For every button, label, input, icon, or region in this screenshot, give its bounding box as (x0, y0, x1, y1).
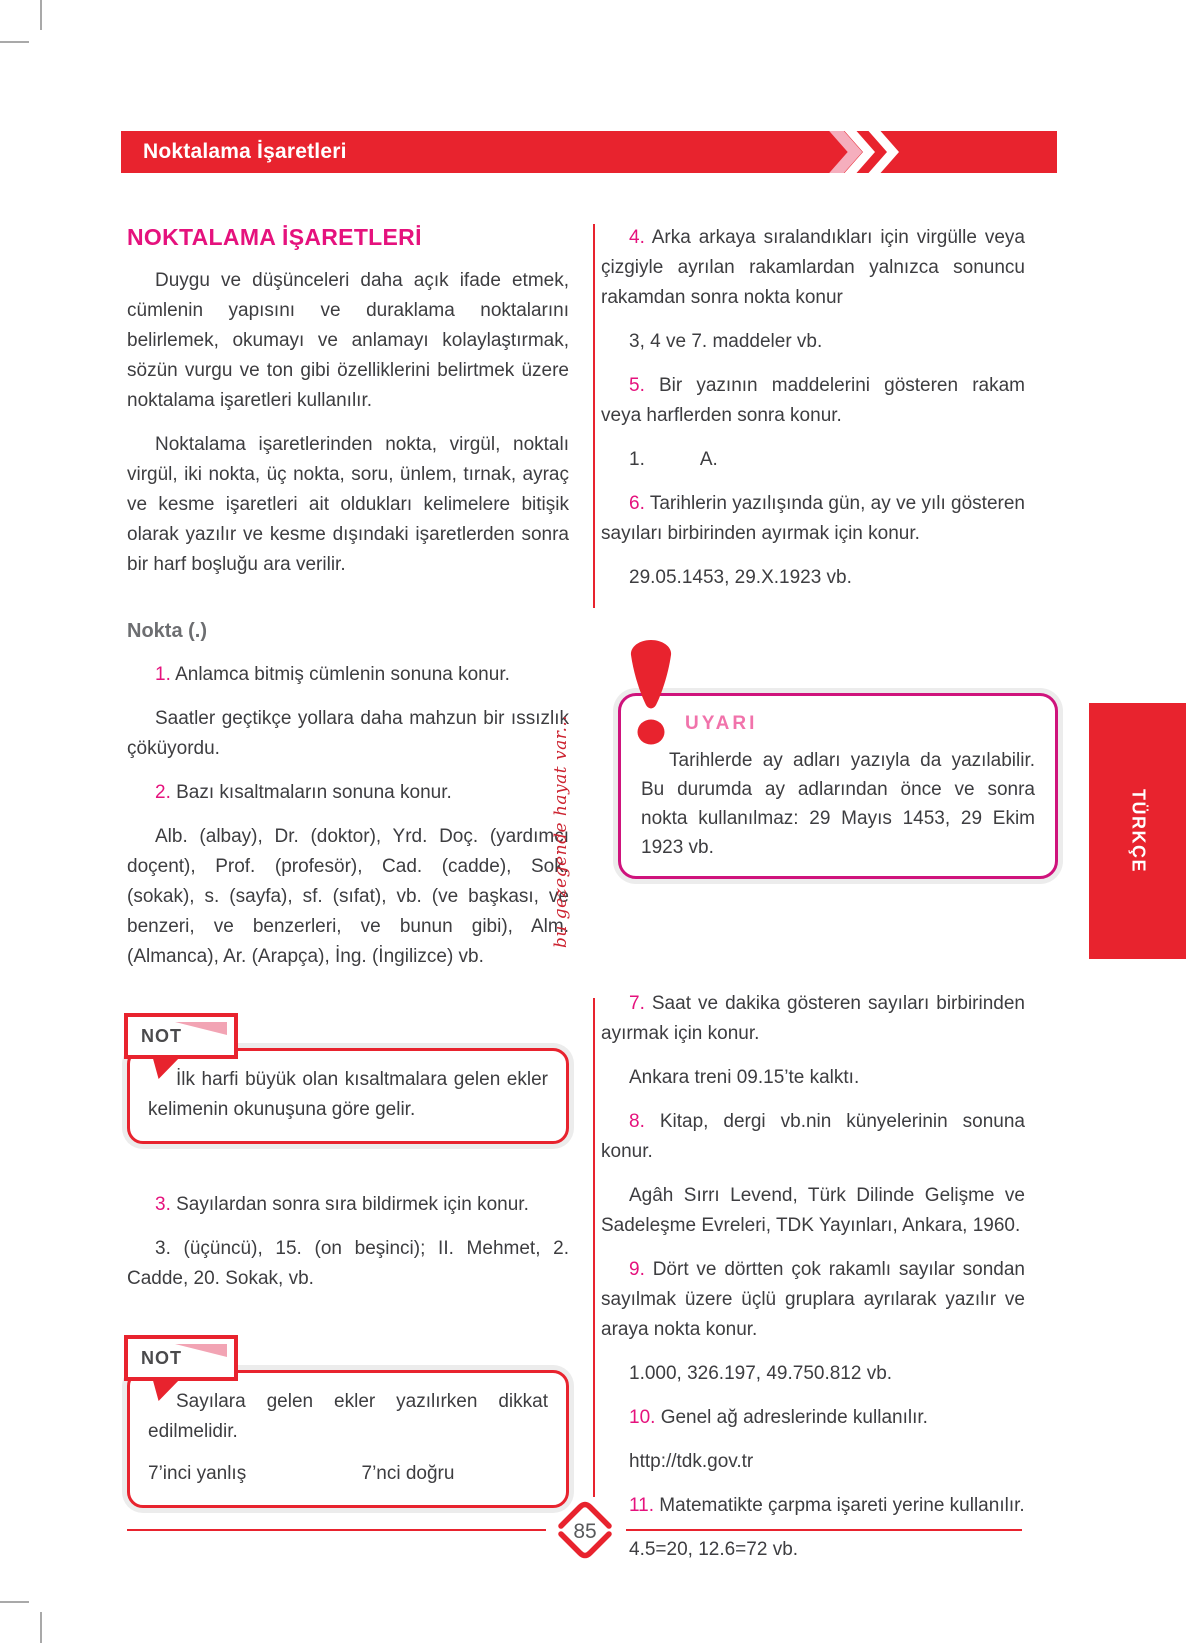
section-heading-nokta: Nokta (.) (127, 620, 207, 642)
example-3: 3. (üçüncü), 15. (on beşinci); II. Mehmet, 2. Cadde, 20. Sokak, vb. (127, 1238, 569, 1289)
wrong-example: 7’inci yanlış (148, 1463, 247, 1484)
rule-number-2: 2. (155, 782, 171, 803)
footer-rule-right (626, 1529, 1022, 1531)
rule-number-1: 1. (155, 664, 171, 685)
note-text-2: Sayılara gelen ekler yazılırken dikkat edilmelidir. (148, 1391, 548, 1442)
rule-item-4 (601, 223, 1025, 313)
rule-text-2: Bazı kısaltmaların sonuna konur. (170, 782, 452, 803)
header-title: Noktalama İşaretleri (143, 140, 347, 163)
left-column (127, 215, 569, 1518)
column-divider-upper (593, 224, 595, 608)
rule-number-5: 5. (629, 375, 645, 396)
note-tag-wedge-icon (175, 1344, 227, 1357)
rule-text-9: Dört ve dörtten çok rakamlı sayılar sondan sayılmak üzere üçlü gruplara ayrılarak yazılır ve araya nokta konur. (601, 1259, 1025, 1340)
rule-text-6: Tarihlerin yazılışında gün, ay ve yılı gösteren sayıları birbirinden ayırmak için konur. (601, 493, 1025, 544)
rule-number-6: 6. (629, 493, 645, 514)
example-5-number: 1. (629, 449, 645, 470)
note-text-1: İlk harfi büyük olan kısaltmalara gelen ekler kelimenin okunuşuna göre gelir. (148, 1069, 548, 1120)
rule-number-7: 7. (629, 993, 645, 1014)
note-tag-label: NOT (141, 1348, 182, 1368)
note-tag-2 (124, 1335, 238, 1381)
correct-example: 7’nci doğru (361, 1463, 455, 1484)
crop-mark-bottom-left-horizontal (0, 1601, 29, 1603)
example-10-url: http://tdk.gov.tr (629, 1451, 754, 1472)
rule-item-3 (127, 1190, 569, 1220)
subject-tab-label: TÜRKÇE (1128, 789, 1148, 873)
intro-paragraph-2: Noktalama işaretlerinden nokta, virgül, noktalı virgül, iki nokta, üç nokta, soru, ünlem, tırnak, ayraç ve kesme işaretleri ait oldukları kelimelere bitişik olarak yazılır ve kesme dışındaki işaretlerden sonra bir harf boşluğu ara verilir. (127, 434, 569, 575)
rule-text-1: Anlamca bitmiş cümlenin sonuna konur. (170, 664, 510, 685)
rule-number-11: 11. (629, 1495, 655, 1516)
rule-item-1 (127, 660, 569, 690)
crop-mark-bottom-left-vertical (40, 1612, 42, 1643)
column-divider-lower (593, 998, 595, 1497)
rule-text-7: Saat ve dakika gösteren sayıları birbirinden ayırmak için konur. (601, 993, 1025, 1044)
rule-item-10 (601, 1403, 1025, 1433)
warning-text: Tarihlerde ay adları yazıyla da yazılabilir. Bu durumda ay adlarından önce ve sonra nokta kullanılmaz: 29 Mayıs 1453, 29 Ekim 1923 vb. (641, 750, 1035, 858)
example-1: Saatler geçtikçe yollara daha mahzun bir ıssızlık çöküyordu. (127, 708, 569, 759)
page-number-ornament (547, 1494, 623, 1566)
note-tag-wedge-icon (175, 1022, 227, 1035)
note-tag-label: NOT (141, 1026, 182, 1046)
handwritten-watermark: bu gezegende hayat var... (551, 714, 571, 948)
rule-text-11: Matematikte çarpma işareti yerine kullanılır. (654, 1495, 1025, 1516)
rule-text-10: Genel ağ adreslerinde kullanılır. (655, 1407, 928, 1428)
footer-rule-left (127, 1529, 546, 1531)
rule-item-2 (127, 778, 569, 808)
rule-item-7 (601, 989, 1025, 1049)
note-example-row (148, 1459, 548, 1489)
example-4: 3, 4 ve 7. maddeler vb. (629, 331, 823, 352)
rule-number-4: 4. (629, 227, 645, 248)
crop-mark-top-left-vertical (40, 0, 42, 30)
page-title: NOKTALAMA İŞARETLERİ (127, 224, 422, 250)
example-5-letter: A. (699, 449, 718, 470)
intro-paragraph-1: Duygu ve düşünceleri daha açık ifade etmek, cümlenin yapısını ve duraklama noktalarını belirlemek, okumayı ve anlamayı kolaylaştırmak, sözün vurgu ve ton gibi özelliklerini belirtmek üzere noktalama işaretleri kullanılır. (127, 270, 569, 411)
example-6: 29.05.1453, 29.X.1923 vb. (629, 567, 852, 588)
header-bar (121, 131, 1057, 173)
subject-tab-turkce (1089, 703, 1186, 959)
rule-number-8: 8. (629, 1111, 645, 1132)
example-8: Agâh Sırrı Levend, Türk Dilinde Gelişme ve Sadeleşme Evreleri, TDK Yayınları, Ankara, 1960. (601, 1185, 1025, 1236)
rule-number-9: 9. (629, 1259, 645, 1280)
warning-box (618, 693, 1058, 879)
rule-item-11 (601, 1491, 1025, 1521)
rule-text-5: Bir yazının maddelerini gösteren rakam veya harflerden sonra konur. (601, 375, 1025, 426)
example-5 (601, 445, 1025, 475)
note-box-2 (127, 1348, 569, 1508)
exclamation-icon (628, 639, 674, 745)
example-11: 4.5=20, 12.6=72 vb. (629, 1539, 799, 1560)
rule-number-10: 10. (629, 1407, 656, 1428)
example-9: 1.000, 326.197, 49.750.812 vb. (629, 1363, 893, 1384)
note-box-1 (127, 1026, 569, 1144)
page-number: 85 (573, 1520, 597, 1543)
crop-mark-top-left-horizontal (0, 41, 29, 43)
rule-text-3: Sayılardan sonra sıra bildirmek için konur. (170, 1194, 529, 1215)
example-2: Alb. (albay), Dr. (doktor), Yrd. Doç. (yardımcı doçent), Prof. (profesör), Cad. (cadde), Sok. (sokak), s. (sayfa), sf. (sıfat), vb. (ve başkası, ve benzeri, ve benzerleri, ve bunun gibi), Alm. (Almanca), Ar. (Arapça), İng. (İngilizce) vb. (127, 826, 569, 967)
rule-item-8 (601, 1107, 1025, 1167)
note-tag-1 (124, 1013, 238, 1059)
rule-text-4: Arka arkaya sıralandıkları için virgülle veya çizgiyle ayrılan rakamlardan yalnızca sonuncu rakamdan sonra nokta konur (601, 227, 1025, 308)
rule-item-9 (601, 1255, 1025, 1345)
rule-text-8: Kitap, dergi vb.nin künyelerinin sonuna konur. (601, 1111, 1025, 1162)
right-column (601, 215, 1035, 1565)
rule-item-5 (601, 371, 1025, 431)
warning-label: UYARI (685, 713, 758, 734)
rule-item-6 (601, 489, 1025, 549)
example-7: Ankara treni 09.15’te kalktı. (629, 1067, 860, 1088)
rule-number-3: 3. (155, 1194, 171, 1215)
double-chevron-icon (827, 131, 917, 173)
